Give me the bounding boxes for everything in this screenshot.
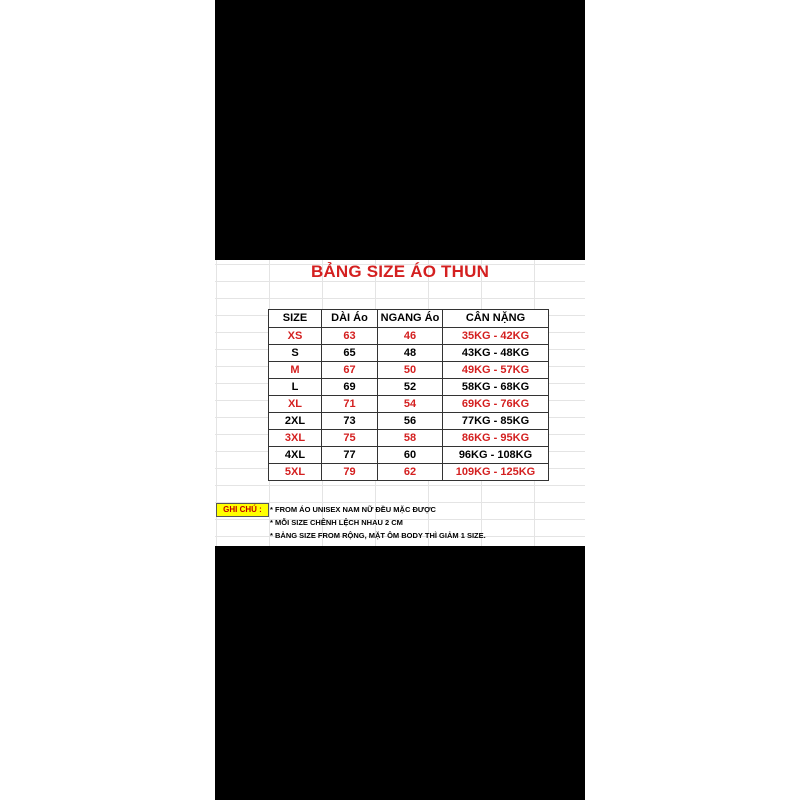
table-row xyxy=(269,328,549,345)
table-row xyxy=(269,413,549,430)
width-cell: 54 xyxy=(378,396,443,413)
weight-cell: 58KG - 68KG xyxy=(443,379,549,396)
length-cell: 67 xyxy=(322,362,378,379)
weight-cell: 77KG - 85KG xyxy=(443,413,549,430)
table-row xyxy=(269,447,549,464)
width-cell: 52 xyxy=(378,379,443,396)
notes-section xyxy=(215,503,585,542)
weight-cell: 43KG - 48KG xyxy=(443,345,549,362)
note-row xyxy=(215,503,585,516)
size-cell: 5XL xyxy=(269,464,322,481)
table-row xyxy=(269,379,549,396)
size-cell: L xyxy=(269,379,322,396)
size-cell: 2XL xyxy=(269,413,322,430)
table-row xyxy=(269,362,549,379)
width-cell: 60 xyxy=(378,447,443,464)
weight-cell: 86KG - 95KG xyxy=(443,430,549,447)
weight-cell: 49KG - 57KG xyxy=(443,362,549,379)
note-line: * FROM ÁO UNISEX NAM NỮ ĐỀU MẶC ĐƯỢC xyxy=(270,505,436,514)
length-cell: 71 xyxy=(322,396,378,413)
size-chart-table xyxy=(268,309,549,481)
size-cell: S xyxy=(269,345,322,362)
weight-cell: 109KG - 125KG xyxy=(443,464,549,481)
table-row xyxy=(269,464,549,481)
length-cell: 63 xyxy=(322,328,378,345)
table-row xyxy=(269,396,549,413)
width-cell: 56 xyxy=(378,413,443,430)
length-cell: 79 xyxy=(322,464,378,481)
table-row xyxy=(269,430,549,447)
size-cell: XS xyxy=(269,328,322,345)
note-row xyxy=(215,516,585,529)
table-row xyxy=(269,345,549,362)
width-cell: 48 xyxy=(378,345,443,362)
table-header-row xyxy=(269,310,549,328)
note-line: * BẢNG SIZE FROM RỘNG, MẶT ÔM BODY THÌ GIẢM 1 SIZE. xyxy=(270,531,486,540)
width-cell: 62 xyxy=(378,464,443,481)
length-cell: 69 xyxy=(322,379,378,396)
length-cell: 73 xyxy=(322,413,378,430)
header-size: SIZE xyxy=(269,310,322,328)
note-row xyxy=(215,529,585,542)
header-length: DÀI Áo xyxy=(322,310,378,328)
length-cell: 65 xyxy=(322,345,378,362)
header-weight: CÂN NẶNG xyxy=(443,310,549,328)
notes-label: GHI CHÚ : xyxy=(216,503,269,517)
weight-cell: 35KG - 42KG xyxy=(443,328,549,345)
size-chart-title: BẢNG SIZE ÁO THUN xyxy=(310,262,490,281)
weight-cell: 69KG - 76KG xyxy=(443,396,549,413)
width-cell: 50 xyxy=(378,362,443,379)
weight-cell: 96KG - 108KG xyxy=(443,447,549,464)
note-line: * MỖI SIZE CHÊNH LỆCH NHAU 2 CM xyxy=(270,518,403,527)
length-cell: 75 xyxy=(322,430,378,447)
header-width: NGANG Áo xyxy=(378,310,443,328)
size-cell: 3XL xyxy=(269,430,322,447)
size-cell: 4XL xyxy=(269,447,322,464)
size-cell: M xyxy=(269,362,322,379)
width-cell: 58 xyxy=(378,430,443,447)
width-cell: 46 xyxy=(378,328,443,345)
length-cell: 77 xyxy=(322,447,378,464)
size-cell: XL xyxy=(269,396,322,413)
